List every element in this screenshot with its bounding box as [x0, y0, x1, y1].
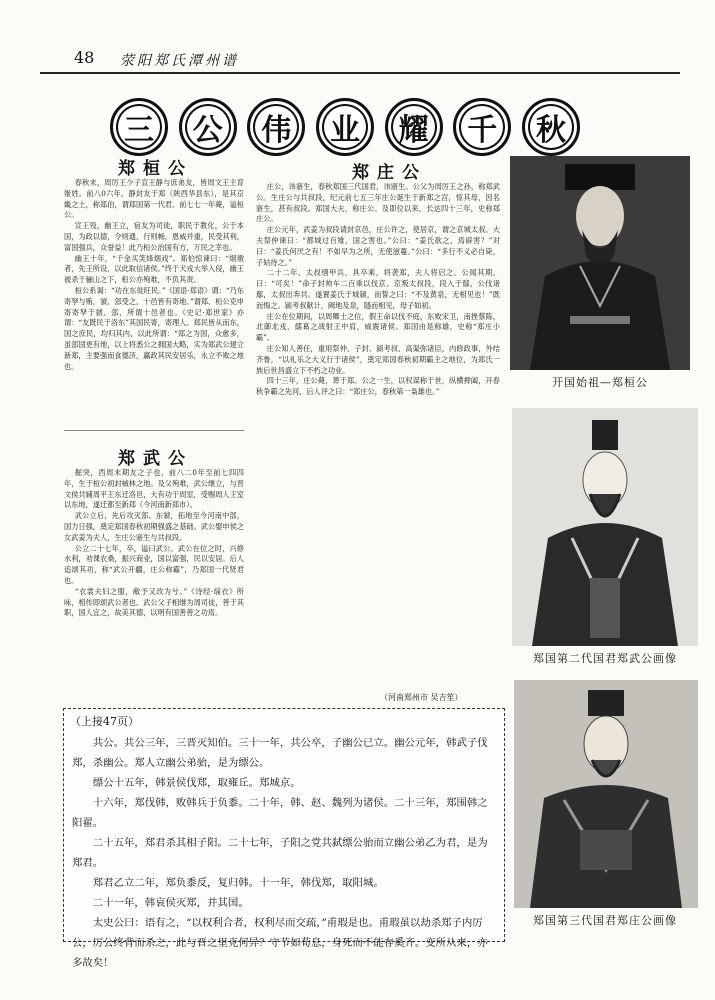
title-banner [110, 98, 580, 150]
banner-char: 公 [179, 98, 237, 156]
source-note: （河南郑州市 吴吉笙） [380, 693, 463, 702]
paragraph: 幽王十年，“千金买笑烽烟戏”。郑伯惊谏曰：“烟墩者，先王所设，以此取信诸侯。”终于犬戎大举入侵，幽王被杀于骊山之下，桓公亦殉难，不负其责。 [64, 253, 244, 285]
paragraph: 二十一年，韩哀侯灭郑，并其国。 [92, 897, 249, 909]
portrait-figure-icon [514, 680, 698, 908]
banner-char: 业 [316, 98, 374, 156]
banner-char: 千 [453, 98, 511, 156]
paragraph: 庄公元年，武姜为叔段请封京邑，庄公许之，使居京，谓之京城太叔。大夫祭仲谏曰：“都城过百雉，国之害也。”公曰：“姜氏欲之，焉辟害？”对曰：“姜氏何厌之有！不如早为之所，无使滋蔓。”公曰：“多行不义必自毙，子姑待之。” [256, 225, 500, 267]
portrait-caption: 郑国第二代国君郑武公画像 [533, 652, 677, 665]
paragraph: 庄公在位期间，以周卿士之位，假王命以伐不庭，东败宋卫，南挫蔡陈，北御北戎，繻葛之战射王中肩，威震诸侯。郑国由是称雄，史称“郑庄小霸”。 [256, 311, 500, 343]
paragraph: 十六年，郑伐韩，败韩兵于负黍。二十年，韩、赵、魏列为诸侯。二十三年，郑围韩之阳翟。 [72, 797, 488, 829]
paragraph: 二十二年，太叔缮甲兵，具卒乘，将袭郑，夫人将启之。公闻其期，曰：“可矣！”命子封帅车二百乘以伐京。京叛太叔段，段入于鄢，公伐诸鄢，太叔出奔共。遂置姜氏于城颍，而誓之曰：“不及黄泉，无相见也！”既而悔之。颍考叔献计，阙地及泉，隧而相见，母子如初。 [256, 268, 500, 310]
portrait-caption: 郑国第三代国君郑庄公画像 [533, 914, 677, 927]
paragraph: 太史公曰：语有之，“以权利合者，权利尽而交疏，”甫瑕是也。甫瑕虽以劫杀郑子内厉公，厉公终背而杀之，此与晋之里克何异？守节如荀息，身死而不能存奚齐。变所从来，亦多故矣！ [72, 917, 488, 969]
paragraph: 春秋末，周厉王少子宣王静与庶弟友，皆周文王主育姬姓。前八0六年，静封友于郑（陕西华县东），是其京畿之土，称郑伯，谓郑国第一代君。前七七一年薨，谥桓公。 [64, 178, 244, 220]
portrait-wu [512, 408, 698, 646]
section-heading-zhuang: 郑庄公 [352, 163, 427, 183]
article-huan [64, 178, 244, 426]
continued-box [63, 708, 505, 969]
portrait-figure-icon [512, 408, 698, 646]
paragraph: 公立二十七年，卒，谥曰武公。武公在位之时，兴修水利，劝课农桑，振兴商业，国以富强，民以安居。后人追颂其功，称“武公开疆，庄公称霸”，乃郑国一代贤君也。 [64, 543, 244, 585]
divider [64, 430, 244, 431]
portrait-figure-icon [510, 156, 690, 370]
paragraph: 掘突，西周末期友之子也，前八二0年至前七四四年，生于桓公初封棫林之地。及父殉难，武公继立，与晋文侯共辅周平王东迁洛邑，大有功于周室，受赐周人王室以东地，遂迁都至新郑（今河南新郑市）。 [64, 468, 244, 510]
article-zhuang [256, 182, 500, 688]
paragraph: 二十五年，郑君杀其相子阳。二十七年，子阳之党共弑缥公骀而立幽公弟乙为君，是为郑君。 [72, 837, 488, 869]
paragraph: “衣裳夫妇之服，敝予又改为兮。”《诗经·缁衣》所咏，相传即颂武公者也。武公父子相继为周司徒，善于其职，国人宜之，故美其德，以明有国善善之功焉。 [64, 586, 244, 618]
banner-char: 伟 [247, 98, 305, 156]
section-heading-huan: 郑桓公 [118, 159, 193, 179]
paragraph: 桓公系谒：“功在东徙旺民。”《国语·郑语》谓：“乃东寄孥与贿，虢、郐受之，十邑皆有寄地。”谓郑、桓公克申寄寄孥于虢、郐，所谓十邑者也。《史记·郑世家》亦谓：“友既民于洛东”其国民寄，寄理人。郑民皆从而东，国之庶民，均归其内，以此所谓：“郑之为国，众愈多，虽郐国更有地，以上将悉公之拥国大略，实为郑武公建立新郑，主要强而食德济，赢政其民安居乐，永立不败之地也。 [64, 285, 244, 371]
page-header [40, 46, 680, 74]
paragraph: 四十三年，庄公薨，葬于郑。公之一生，以权谋称于世，纵横捭阖，开春秋争霸之先河，后人评之曰：“郑庄公，春秋第一枭雄也。” [256, 376, 500, 397]
paragraph: 郑君乙立二年，郑负黍反，复归韩。十一年，韩伐郑，取阳城。 [92, 877, 384, 889]
paragraph: 缥公十五年，韩景侯伐郑，取雍丘。郑城京。 [92, 777, 301, 789]
section-heading-wu: 郑武公 [118, 449, 193, 469]
paragraph: 庄公知人善任，重用祭仲、子封、颍考叔、高渠弥诸臣，内修政事，外结齐鲁，“以礼乐之大义行于诸侯”，奠定郑国春秋初期霸主之地位，为郑氏一族后世昌盛立下不朽之功业。 [256, 343, 500, 375]
page-number: 48 [74, 48, 95, 67]
portrait-huan [510, 156, 690, 370]
paragraph: 庄公，讳寤生，春秋郑国三代国君，讳寤生。公父为周厉王之孙，称郑武公。生庄公与共叔段，纪元前七五三年庄公诞生于新郑之宫，惊其母，因名寤生，甚有叔段。郑国大夫，称庄公。及即位以来，长达四十三年，史称郑庄公。 [256, 182, 500, 224]
banner-char: 三 [110, 98, 168, 156]
banner-char: 耀 [385, 98, 443, 156]
paragraph: 宣王殁，幽王立，宿友为司徒，职民于教化，公于本国，为政以德，令则通，行则畅，恩威并重，民受其利，富国强兵，众誉益！此乃桓公治国有方，万民之幸也。 [64, 221, 244, 252]
continued-body [72, 733, 496, 973]
paragraph: 共公。共公三年，三晋灭知伯。三十一年，共公卒，子幽公已立。幽公元年，韩武子伐郑，杀幽公。郑人立幽公弟骀，是为缥公。 [72, 737, 488, 769]
banner-char: 秋 [522, 98, 580, 156]
portrait-caption: 开国始祖—郑桓公 [552, 376, 648, 389]
portrait-zhuang [514, 680, 698, 908]
book-title: 荥阳郑氏潭州谱 [120, 53, 239, 69]
continued-label: （上接47页） [70, 715, 139, 728]
article-wu [64, 468, 244, 700]
paragraph: 武公立后，先后攻灭郐、东虢，拓地至今河南中部，国力日强，奠定郑国春秋初期强盛之基础。武公娶申侯之女武姜为夫人，生庄公寤生与共叔段。 [64, 511, 244, 542]
